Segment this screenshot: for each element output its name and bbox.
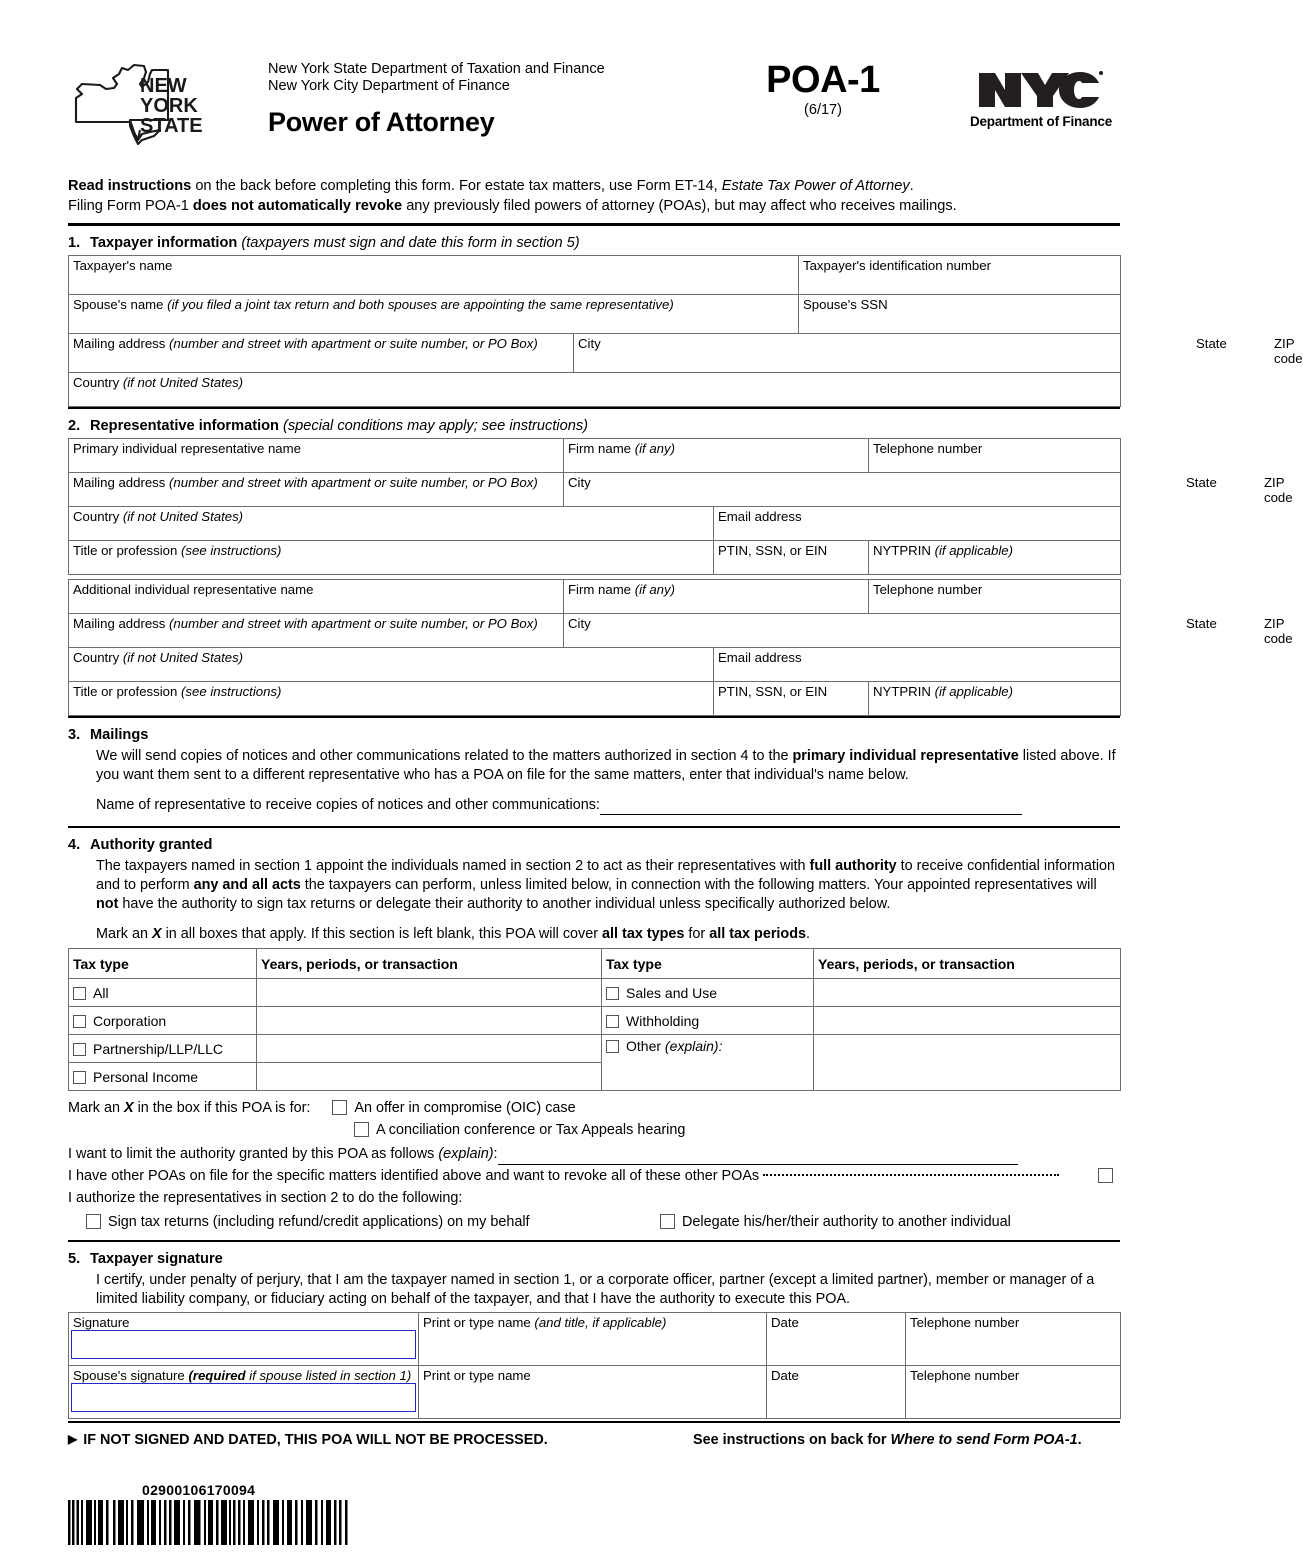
primary-rep-city-label: City bbox=[568, 475, 591, 490]
checkbox-other-icon[interactable] bbox=[606, 1040, 619, 1053]
spouse-ssn-label: Spouse's SSN bbox=[803, 297, 888, 312]
mailings-p1-rest: listed above. If you want them sent to a different representative who has a POA on file for the same matters, enter that individual's name below. bbox=[96, 748, 1116, 783]
taxpayer-date-cell[interactable] bbox=[767, 1313, 906, 1366]
conciliation-label: A conciliation conference or Tax Appeals hearing bbox=[376, 1122, 686, 1138]
spouse-name-note: (if you filed a joint tax return and both spouses are appointing the same representative) bbox=[167, 297, 674, 312]
additional-rep-firm-cell[interactable] bbox=[564, 580, 869, 614]
oic-label: An offer in compromise (OIC) case bbox=[354, 1100, 576, 1116]
additional-rep-city-state-zip-cell[interactable] bbox=[564, 614, 1293, 648]
taxpayer-id-label: Taxpayer's identification number bbox=[803, 258, 991, 273]
taxpayer-signature-table bbox=[68, 1312, 1121, 1419]
section-3-heading bbox=[68, 727, 1120, 743]
checkbox-corporation-icon[interactable] bbox=[73, 1015, 86, 1028]
additional-rep-email-label: Email address bbox=[718, 650, 802, 665]
tax-type-corporation-cell[interactable] bbox=[69, 1007, 257, 1035]
intro-line1-rest: on the back before completing this form. For estate tax matters, use Form ET-14, bbox=[191, 178, 722, 194]
limit-authority-colon: : bbox=[493, 1146, 498, 1162]
section-1-subtitle: (taxpayers must sign and date this form in section 5) bbox=[241, 235, 580, 251]
years-personal-income-cell[interactable] bbox=[257, 1063, 602, 1091]
mark-x-all-tax-types: all tax types bbox=[602, 926, 685, 942]
date-label: Date bbox=[771, 1315, 799, 1330]
taxpayer-information-table bbox=[68, 255, 1303, 407]
mailings-paragraph bbox=[96, 747, 1120, 785]
tax-type-partnership-cell[interactable] bbox=[69, 1035, 257, 1063]
form-header bbox=[68, 55, 1120, 175]
agency-line-1: New York State Department of Taxation and Finance bbox=[268, 61, 605, 77]
tax-type-other-label: Other bbox=[626, 1038, 662, 1054]
checkbox-revoke-icon[interactable] bbox=[1098, 1168, 1113, 1183]
tax-type-other-cell[interactable] bbox=[602, 1035, 814, 1091]
revoke-label: I have other POAs on file for the specific matters identified above and want to revoke all of these other POAs bbox=[68, 1168, 760, 1184]
tax-type-all-label: All bbox=[93, 984, 109, 1001]
agency-line-2: New York City Department of Finance bbox=[268, 78, 510, 94]
additional-rep-mailing-label: Mailing address bbox=[73, 616, 166, 631]
table-row bbox=[69, 295, 1121, 334]
mailings-name-line bbox=[96, 796, 1120, 815]
table-row bbox=[69, 614, 1121, 648]
additional-rep-telephone-cell[interactable] bbox=[869, 580, 1121, 614]
section-4-heading bbox=[68, 837, 1120, 853]
taxpayer-mailing-address-cell[interactable] bbox=[69, 334, 574, 373]
nyc-department-label: Department of Finance bbox=[969, 114, 1113, 129]
not-signed-warning: IF NOT SIGNED AND DATED, THIS POA WILL NOT BE PROCESSED. bbox=[83, 1432, 548, 1448]
section-4-body bbox=[96, 857, 1120, 944]
primary-rep-country-note: (if not United States) bbox=[122, 509, 244, 524]
additional-rep-mailing-address-cell[interactable] bbox=[69, 614, 564, 648]
where-to-send-suffix: . bbox=[1077, 1432, 1082, 1448]
divider-after-section-3 bbox=[68, 826, 1120, 828]
primary-rep-title-cell[interactable] bbox=[69, 541, 714, 575]
taxpayer-print-name-cell[interactable] bbox=[419, 1313, 767, 1366]
authority-c: to receive confidential information and to perform bbox=[96, 858, 1116, 893]
authorize-options-row bbox=[68, 1211, 1120, 1233]
spouse-telephone-label: Telephone number bbox=[910, 1368, 1020, 1383]
primary-rep-state-label: State bbox=[1186, 475, 1217, 490]
years-sales-use-cell[interactable] bbox=[814, 979, 1121, 1007]
signature-input[interactable] bbox=[71, 1330, 416, 1359]
delegate-label: Delegate his/her/their authority to another individual bbox=[682, 1214, 1011, 1230]
additional-rep-name-label: Additional individual representative name bbox=[73, 582, 314, 597]
additional-rep-email-cell[interactable] bbox=[714, 648, 1121, 682]
primary-representative-table bbox=[68, 438, 1293, 575]
sign-tax-returns-label: Sign tax returns (including refund/credit applications) on my behalf bbox=[108, 1214, 530, 1230]
where-to-send-italic: Where to send Form POA-1 bbox=[890, 1432, 1078, 1448]
limit-authority-row bbox=[68, 1143, 1120, 1165]
spacer bbox=[96, 785, 1120, 796]
intro-line2-start: Filing Form POA-1 bbox=[68, 197, 193, 214]
additional-rep-country-note: (if not United States) bbox=[122, 650, 244, 665]
years-all-cell[interactable] bbox=[257, 979, 602, 1007]
mark-x-f: . bbox=[806, 926, 811, 942]
table-row bbox=[69, 473, 1121, 507]
additional-rep-mailing-note: (number and street with apartment or suite number, or PO Box) bbox=[169, 616, 538, 631]
divider-after-section-5 bbox=[68, 1421, 1120, 1423]
new-york-state-logo-icon bbox=[72, 60, 204, 148]
spouse-print-name-label: Print or type name bbox=[423, 1368, 531, 1383]
tax-type-header-left: Tax type bbox=[69, 949, 257, 979]
primary-rep-ptin-cell[interactable] bbox=[714, 541, 869, 575]
primary-rep-country-cell[interactable] bbox=[69, 507, 714, 541]
additional-rep-zip-label: ZIP code bbox=[1264, 616, 1293, 646]
certification-paragraph: I certify, under penalty of perjury, that I am the taxpayer named in section 1, or a corporate officer, partner (except a limited partner), member or manager of a limited liability company, or fiduciary acting on behalf of the taxpayer, and that I have the authority to execute this POA. bbox=[96, 1272, 1095, 1307]
primary-rep-ptin-label: PTIN, SSN, or EIN bbox=[718, 543, 828, 558]
svg-text:NEW: NEW bbox=[140, 75, 187, 97]
triangle-right-icon: ▶ bbox=[68, 1432, 78, 1446]
section-1-title: Taxpayer information bbox=[90, 235, 238, 251]
mark-x-box-prefix-b: in the box if this POA is for: bbox=[133, 1100, 311, 1116]
authority-not: not bbox=[96, 896, 119, 912]
taxpayer-id-cell[interactable] bbox=[799, 256, 1121, 295]
form-revision: (6/17) bbox=[804, 102, 842, 118]
mark-x-a: Mark an bbox=[96, 926, 152, 942]
where-to-send-prefix: See instructions on back for bbox=[693, 1432, 891, 1448]
checkbox-all-icon[interactable] bbox=[73, 987, 86, 1000]
mark-x-letter: X bbox=[151, 926, 162, 942]
tax-type-withholding-label: Withholding bbox=[626, 1012, 700, 1029]
tax-type-other-note: (explain): bbox=[664, 1038, 723, 1054]
section-4-title: Authority granted bbox=[90, 837, 213, 853]
authorize-intro-row bbox=[68, 1187, 1120, 1209]
form-number-block bbox=[723, 59, 923, 119]
spouse-telephone-cell[interactable] bbox=[906, 1366, 1121, 1419]
spouse-name-label: Spouse's name bbox=[73, 297, 164, 312]
tax-type-personal-income-label: Personal Income bbox=[93, 1068, 199, 1085]
primary-rep-nytprin-cell[interactable] bbox=[869, 541, 1121, 575]
section-5-number: 5. bbox=[68, 1251, 81, 1267]
section-3-body bbox=[96, 747, 1120, 815]
print-name-note: (and title, if applicable) bbox=[534, 1315, 667, 1330]
barcode-number: 02900106170094 bbox=[142, 1482, 256, 1498]
tax-type-withholding-cell[interactable] bbox=[602, 1007, 814, 1035]
mark-x-box-prefix-a: Mark an bbox=[68, 1100, 124, 1116]
where-to-send-note bbox=[693, 1432, 1082, 1448]
page-title: Power of Attorney bbox=[268, 107, 495, 137]
table-row bbox=[69, 1035, 1121, 1063]
divider-after-section-4 bbox=[68, 1240, 1120, 1242]
taxpayer-name-cell[interactable] bbox=[69, 256, 799, 295]
checkbox-oic-icon[interactable] bbox=[332, 1100, 347, 1115]
section-2-heading bbox=[68, 418, 1120, 434]
section-2-number: 2. bbox=[68, 418, 81, 434]
additional-rep-country-cell[interactable] bbox=[69, 648, 714, 682]
primary-rep-firm-note: (if any) bbox=[634, 441, 675, 456]
nyc-wordmark-icon bbox=[977, 69, 1105, 111]
primary-rep-name-label: Primary individual representative name bbox=[73, 441, 301, 456]
conciliation-row bbox=[354, 1119, 1120, 1141]
section-3-number: 3. bbox=[68, 727, 81, 743]
section-4-number: 4. bbox=[68, 837, 81, 853]
oic-row bbox=[68, 1097, 1120, 1119]
mailing-address-label: Mailing address bbox=[73, 336, 166, 351]
mailings-p1-bold: primary individual representative bbox=[792, 748, 1019, 764]
svg-text:STATE: STATE bbox=[140, 115, 203, 137]
primary-rep-firm-label: Firm name bbox=[568, 441, 632, 456]
mark-x-d: for bbox=[684, 926, 710, 942]
signature-label: Signature bbox=[73, 1315, 130, 1330]
city-label: City bbox=[578, 336, 601, 351]
authority-paragraph bbox=[96, 857, 1120, 914]
checkbox-partnership-icon[interactable] bbox=[73, 1043, 86, 1056]
primary-rep-city-state-zip-cell[interactable] bbox=[564, 473, 1293, 507]
print-name-label: Print or type name bbox=[423, 1315, 531, 1330]
tax-table-header-row bbox=[69, 949, 1121, 979]
taxpayer-signature-cell[interactable] bbox=[69, 1313, 419, 1366]
additional-rep-ptin-cell[interactable] bbox=[714, 682, 869, 716]
checkbox-sales-and-use-icon[interactable] bbox=[606, 987, 619, 1000]
primary-rep-email-cell[interactable] bbox=[714, 507, 1121, 541]
additional-rep-telephone-label: Telephone number bbox=[873, 582, 983, 597]
table-row bbox=[69, 541, 1121, 575]
barcode-block bbox=[68, 1482, 1120, 1552]
additional-rep-nytprin-cell[interactable] bbox=[869, 682, 1121, 716]
mailings-name-label: Name of representative to receive copies of notices and other communications: bbox=[96, 797, 600, 813]
years-partnership-cell[interactable] bbox=[257, 1035, 602, 1063]
additional-rep-firm-note: (if any) bbox=[634, 582, 675, 597]
additional-rep-country-label: Country bbox=[73, 650, 120, 665]
spouse-date-label: Date bbox=[771, 1368, 799, 1383]
section-5-heading bbox=[68, 1251, 1120, 1267]
spouse-date-cell[interactable] bbox=[767, 1366, 906, 1419]
spouse-ssn-cell[interactable] bbox=[799, 295, 1121, 334]
telephone-label: Telephone number bbox=[910, 1315, 1020, 1330]
spouse-signature-required: (required bbox=[188, 1368, 246, 1383]
years-withholding-cell[interactable] bbox=[814, 1007, 1121, 1035]
checkbox-personal-income-icon[interactable] bbox=[73, 1071, 86, 1084]
taxpayer-telephone-cell[interactable] bbox=[906, 1313, 1121, 1366]
divider-after-intro bbox=[68, 223, 1120, 226]
spouse-print-name-cell[interactable] bbox=[419, 1366, 767, 1419]
mark-x-box-letter: X bbox=[123, 1100, 134, 1116]
primary-rep-nytprin-label: NYTPRIN bbox=[873, 543, 931, 558]
primary-rep-telephone-cell[interactable] bbox=[869, 439, 1121, 473]
spouse-signature-input[interactable] bbox=[71, 1383, 416, 1412]
checkbox-sign-tax-returns-icon[interactable] bbox=[86, 1214, 101, 1229]
intro-line2-bold: does not automatically revoke bbox=[192, 197, 403, 214]
primary-rep-title-note: (see instructions) bbox=[181, 543, 282, 558]
section-1-number: 1. bbox=[68, 235, 81, 251]
authorize-intro-label: I authorize the representatives in section 2 to do the following: bbox=[68, 1190, 463, 1206]
additional-representative-table bbox=[68, 579, 1293, 716]
intro-line2-rest: any previously filed powers of attorney (POAs), but may affect who receives mailings. bbox=[402, 197, 957, 214]
spouse-signature-label: Spouse's signature bbox=[73, 1368, 185, 1383]
table-row bbox=[69, 1007, 1121, 1035]
authority-g: have the authority to sign tax returns or delegate their authority to another individual unless specifically authorized below. bbox=[118, 896, 891, 912]
tax-type-all-cell[interactable] bbox=[69, 979, 257, 1007]
additional-rep-name-cell[interactable] bbox=[69, 580, 564, 614]
intro-line1-end: . bbox=[909, 178, 914, 194]
section-2-title: Representative information bbox=[90, 418, 279, 434]
additional-rep-state-label: State bbox=[1186, 616, 1217, 631]
barcode-icon bbox=[68, 1500, 353, 1545]
years-periods-header-left: Years, periods, or transaction bbox=[257, 949, 602, 979]
tax-type-personal-income-cell[interactable] bbox=[69, 1063, 257, 1091]
years-periods-header-right: Years, periods, or transaction bbox=[814, 949, 1121, 979]
section-2-subtitle: (special conditions may apply; see instructions) bbox=[283, 418, 589, 434]
spouse-name-cell[interactable] bbox=[69, 295, 799, 334]
additional-rep-title-note: (see instructions) bbox=[181, 684, 282, 699]
additional-rep-nytprin-note: (if applicable) bbox=[934, 684, 1013, 699]
authority-any-all-acts: any and all acts bbox=[193, 877, 301, 893]
limit-authority-explain: (explain) bbox=[438, 1146, 494, 1162]
years-corporation-cell[interactable] bbox=[257, 1007, 602, 1035]
table-row bbox=[69, 439, 1121, 473]
intro-line1-italic: Estate Tax Power of Attorney bbox=[721, 178, 910, 194]
authority-full-authority: full authority bbox=[809, 858, 897, 874]
section-1-heading bbox=[68, 235, 1120, 251]
divider-after-section-1 bbox=[68, 407, 1120, 409]
mark-x-b: in all boxes that apply. If this section is left blank, this POA will cover bbox=[161, 926, 603, 942]
additional-rep-ptin-label: PTIN, SSN, or EIN bbox=[718, 684, 828, 699]
primary-rep-name-cell[interactable] bbox=[69, 439, 564, 473]
read-instructions-bold: Read instructions bbox=[68, 178, 192, 194]
zip-label: ZIP code bbox=[1274, 336, 1303, 366]
checkbox-withholding-icon[interactable] bbox=[606, 1015, 619, 1028]
table-row bbox=[69, 507, 1121, 541]
table-row bbox=[69, 1366, 1121, 1419]
years-other-cell[interactable] bbox=[814, 1035, 1121, 1091]
taxpayer-name-label: Taxpayer's name bbox=[73, 258, 173, 273]
table-row bbox=[69, 334, 1121, 373]
checkbox-delegate-icon[interactable] bbox=[660, 1214, 675, 1229]
section-3-title: Mailings bbox=[90, 727, 149, 743]
additional-rep-city-label: City bbox=[568, 616, 591, 631]
table-row bbox=[69, 682, 1121, 716]
table-row bbox=[69, 648, 1121, 682]
limit-authority-label: I want to limit the authority granted by this POA as follows bbox=[68, 1146, 439, 1162]
divider-after-section-2 bbox=[68, 716, 1120, 718]
tax-type-corporation-label: Corporation bbox=[93, 1012, 167, 1029]
checkbox-conciliation-icon[interactable] bbox=[354, 1122, 369, 1137]
form-number: POA-1 bbox=[766, 59, 880, 101]
mailings-name-input[interactable] bbox=[600, 800, 1022, 815]
form-footer bbox=[68, 1432, 1120, 1454]
tax-type-sales-use-label: Sales and Use bbox=[626, 984, 718, 1001]
additional-rep-title-cell[interactable] bbox=[69, 682, 714, 716]
primary-rep-email-label: Email address bbox=[718, 509, 802, 524]
spacer bbox=[96, 914, 1120, 925]
nyc-logo bbox=[961, 69, 1121, 129]
section-5-title: Taxpayer signature bbox=[90, 1251, 223, 1267]
svg-text:YORK: YORK bbox=[140, 95, 198, 117]
mailing-address-note: (number and street with apartment or suite number, or PO Box) bbox=[169, 336, 538, 351]
taxpayer-city-state-zip-cell[interactable] bbox=[574, 334, 1303, 373]
additional-rep-firm-label: Firm name bbox=[568, 582, 632, 597]
table-row bbox=[69, 979, 1121, 1007]
table-row bbox=[69, 1313, 1121, 1366]
additional-rep-nytprin-label: NYTPRIN bbox=[873, 684, 931, 699]
tax-type-partnership-label: Partnership/LLP/LLC bbox=[93, 1040, 223, 1057]
primary-rep-telephone-label: Telephone number bbox=[873, 441, 983, 456]
table-row bbox=[69, 580, 1121, 614]
agency-names bbox=[268, 61, 688, 95]
revoke-dot-leader bbox=[763, 1174, 1059, 1176]
mark-x-paragraph bbox=[96, 925, 1120, 944]
tax-type-header-right: Tax type bbox=[602, 949, 814, 979]
authority-e: the taxpayers can perform, unless limited below, in connection with the following matters. Your appointed representatives will bbox=[300, 877, 1097, 893]
primary-rep-mailing-note: (number and street with apartment or suite number, or PO Box) bbox=[169, 475, 538, 490]
primary-rep-title-label: Title or profession bbox=[73, 543, 178, 558]
authority-a: The taxpayers named in section 1 appoint the individuals named in section 2 to act as their representatives with bbox=[96, 858, 810, 874]
table-row bbox=[69, 256, 1121, 295]
primary-rep-country-label: Country bbox=[73, 509, 120, 524]
primary-rep-mailing-label: Mailing address bbox=[73, 475, 166, 490]
revoke-row bbox=[68, 1165, 1120, 1187]
tax-type-sales-use-cell[interactable] bbox=[602, 979, 814, 1007]
primary-rep-mailing-address-cell[interactable] bbox=[69, 473, 564, 507]
state-label: State bbox=[1196, 336, 1227, 351]
country-label: Country bbox=[73, 375, 120, 390]
instructions-paragraph bbox=[68, 177, 1120, 216]
table-row bbox=[69, 373, 1121, 407]
additional-rep-title-label: Title or profession bbox=[73, 684, 178, 699]
spouse-signature-note: if spouse listed in section 1) bbox=[245, 1368, 412, 1383]
mark-x-all-tax-periods: all tax periods bbox=[709, 926, 807, 942]
tax-type-table bbox=[68, 948, 1121, 1091]
primary-rep-zip-label: ZIP code bbox=[1264, 475, 1293, 505]
mailings-p1-start: We will send copies of notices and other communications related to the matters authorized in section 4 to the bbox=[96, 748, 793, 764]
spouse-signature-cell[interactable] bbox=[69, 1366, 419, 1419]
primary-rep-nytprin-note: (if applicable) bbox=[934, 543, 1013, 558]
country-note: (if not United States) bbox=[122, 375, 244, 390]
taxpayer-country-cell[interactable] bbox=[69, 373, 1121, 407]
primary-rep-firm-cell[interactable] bbox=[564, 439, 869, 473]
limit-authority-input[interactable] bbox=[498, 1151, 1018, 1165]
